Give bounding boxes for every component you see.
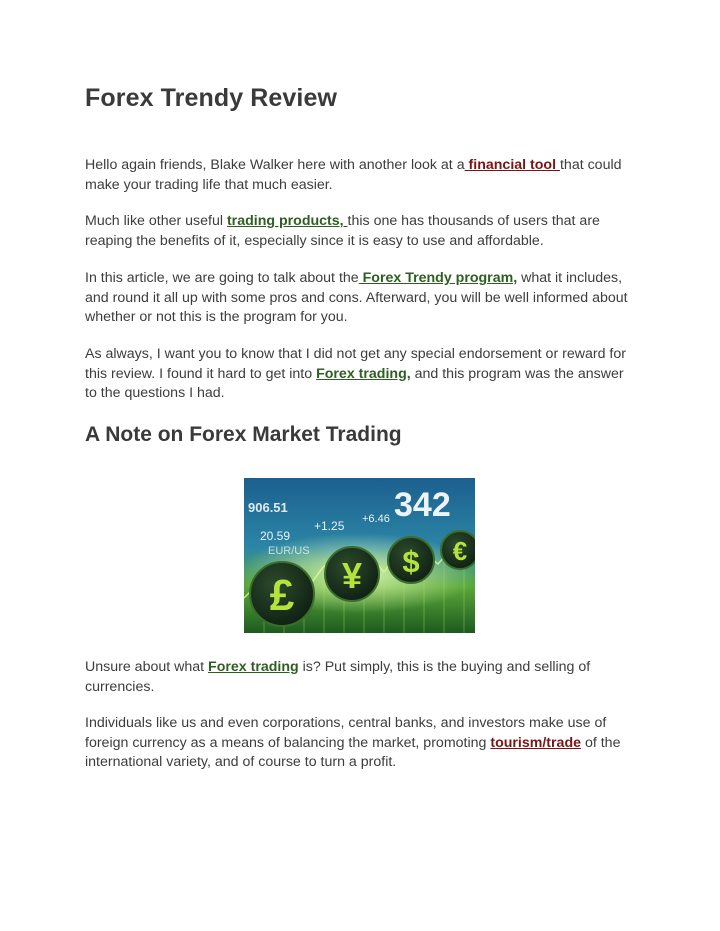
page-title: Forex Trendy Review xyxy=(85,84,337,112)
p6-text-after: of the international variety, and of course to turn a profit. xyxy=(85,734,621,770)
p3-text-before: In this article, we are going to talk about the xyxy=(85,270,359,286)
dollar-coin-icon xyxy=(388,537,434,583)
ticker-number-1: 906.51 xyxy=(248,500,288,515)
p2-text-before: Much like other useful xyxy=(85,213,227,229)
section-heading: A Note on Forex Market Trading xyxy=(85,423,402,446)
tourism-trade-link[interactable]: tourism/trade xyxy=(490,734,582,751)
ticker-pair: EUR/US xyxy=(268,545,310,557)
ticker-number-2: 20.59 xyxy=(260,529,291,543)
definition-paragraph xyxy=(85,658,633,697)
ticker-number-5: 342 xyxy=(394,486,451,524)
euro-symbol: € xyxy=(452,536,468,566)
dollar-symbol: $ xyxy=(402,544,420,579)
article-paragraph xyxy=(85,269,633,328)
p1-text-after: that could make your trading life that much easier. xyxy=(85,157,622,193)
trading-products-link[interactable]: trading products, xyxy=(226,213,348,229)
forex-trendy-program-link[interactable]: Forex Trendy program, xyxy=(358,270,518,286)
products-paragraph xyxy=(85,212,633,251)
p1-text-before: Hello again friends, Blake Walker here with another look at a xyxy=(85,157,465,173)
p5-text-after: is? Put simply, this is the buying and selling of currencies. xyxy=(85,659,591,695)
yen-symbol: ¥ xyxy=(341,555,363,596)
usage-paragraph xyxy=(85,714,633,773)
p4-text-after: and this program was the answer to the questions I had. xyxy=(85,365,624,401)
disclosure-paragraph xyxy=(85,345,633,404)
yen-coin-icon xyxy=(325,547,379,601)
ticker-number-4: +6.46 xyxy=(362,513,390,525)
pound-symbol: £ xyxy=(269,571,295,620)
pound-coin-icon xyxy=(250,562,314,626)
p5-text-before: Unsure about what xyxy=(85,659,209,675)
p2-text-after: this one has thousands of users that are reaping the benefits of it, especially since it is easy to use and affordable. xyxy=(85,213,600,249)
euro-coin-icon xyxy=(441,531,475,569)
forex-trading-link[interactable]: Forex trading, xyxy=(316,365,411,382)
ticker-number-3: +1.25 xyxy=(314,519,345,533)
forex-trading-link-2[interactable]: Forex trading xyxy=(208,659,299,675)
p3-text-after: what it includes, and round it all up with some pros and cons. Afterward, you will be well informed about whether or not this is the program for you. xyxy=(85,270,628,325)
p6-text-before: Individuals like us and even corporations, central banks, and investors make use of foreign currency as a means of balancing the market, promoting xyxy=(85,715,607,751)
p4-text-before: As always, I want you to know that I did not get any special endorsement or reward for this review. I found it hard to get into xyxy=(85,346,626,382)
financial-tool-link[interactable]: financial tool xyxy=(464,157,560,173)
intro-paragraph xyxy=(85,156,633,195)
forex-currency-image xyxy=(244,478,475,633)
